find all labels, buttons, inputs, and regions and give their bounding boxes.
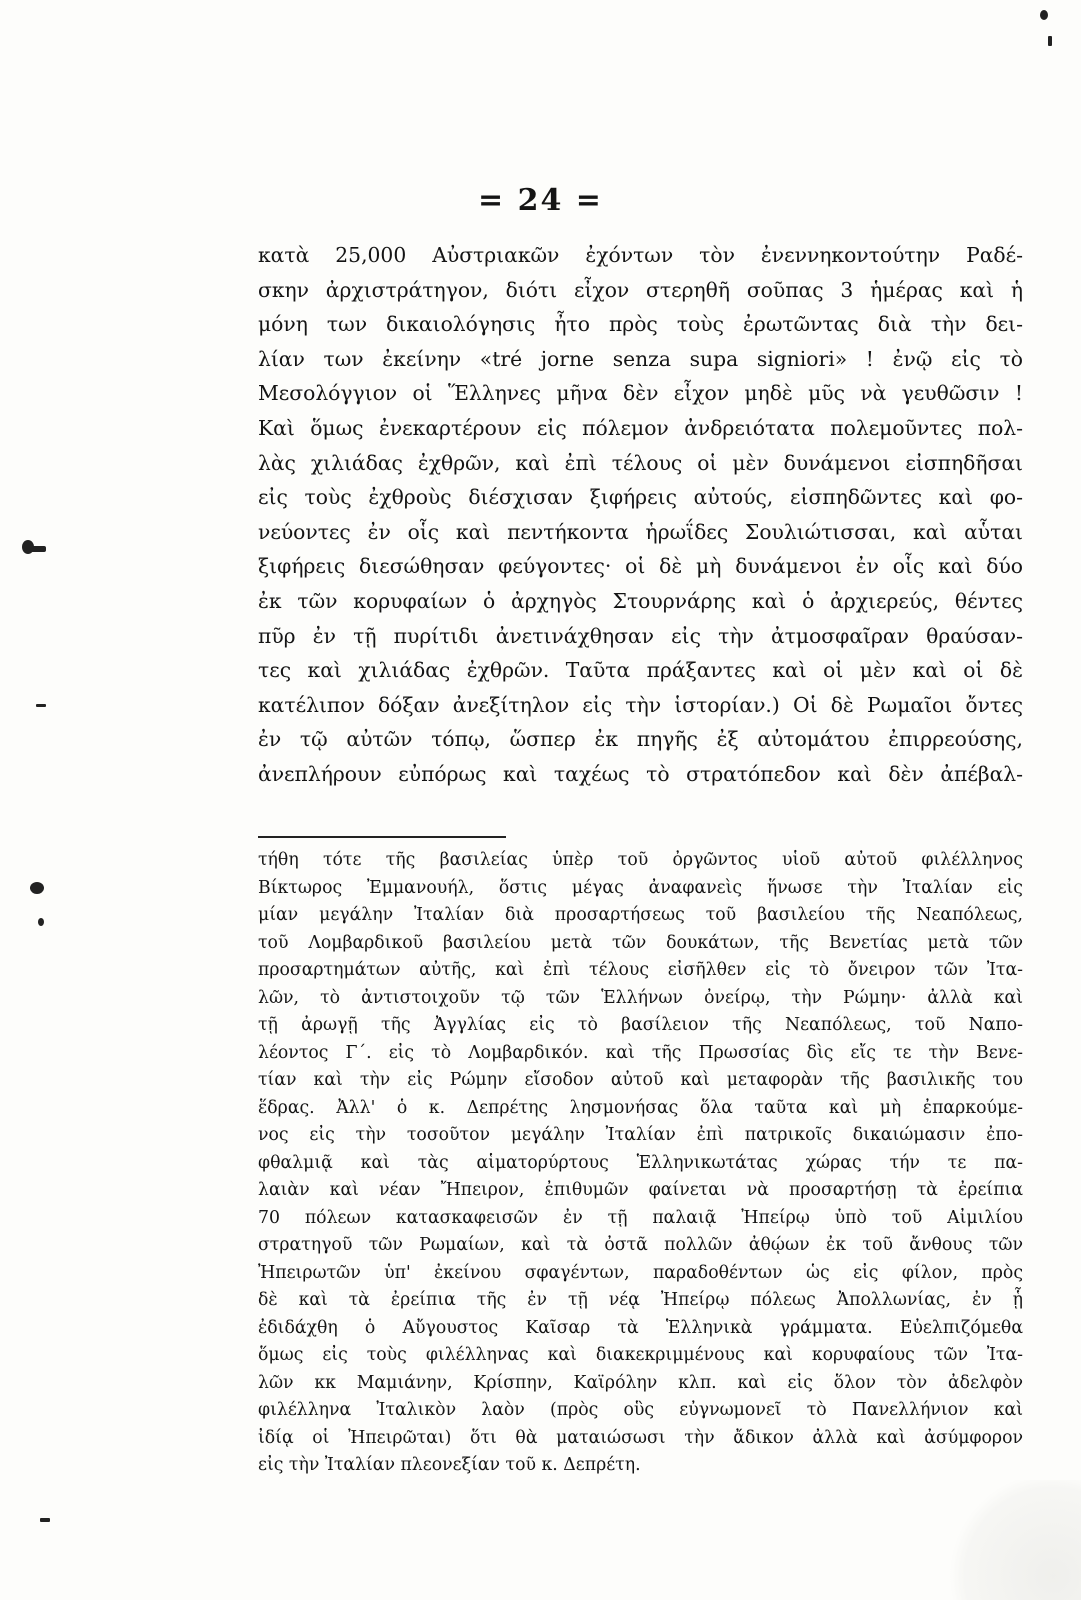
footnote-line: λῶν, τὸ ἀντιστοιχοῦν τῷ τῶν Ἑλλήνων ὀνείρῳ, τὴν Ρώμην· ἀλλὰ καὶ xyxy=(258,987,1023,1008)
footnote-line: νος εἰς τὴν τοσοῦτον μεγάλην Ἰταλίαν ἐπὶ πατρικοῖς δικαιώμασιν ἐπο- xyxy=(258,1125,1023,1145)
footnote-line: ὅμως εἰς τοὺς φιλέλληνας καὶ διακεκριμμένους καὶ κορυφαίους τῶν Ἰτα- xyxy=(258,1345,1023,1365)
text-line: λὰς χιλιάδας ἐχθρῶν, καὶ ἐπὶ τέλους οἱ μὲν δυνάμενοι εἰσπηδῆσαι xyxy=(258,450,1023,475)
footnote-line: στρατηγοῦ τῶν Ρωμαίων, καὶ τὰ ὀστᾶ πολλῶν ἀθῴων ἐκ τοῦ ἄνθους τῶν xyxy=(258,1235,1023,1255)
footnote-line: τοῦ Λομβαρδικοῦ βασιλείου μετὰ τῶν δουκάτων, τῆς Βενετίας μετὰ τῶν xyxy=(258,932,1023,953)
footnote-line: τήθη τότε τῆς βασιλείας ὑπὲρ τοῦ ὀργῶντος υἱοῦ αὐτοῦ φιλέλληνος xyxy=(258,850,1023,870)
text-line: ξιφήρεις διεσώθησαν φεύγοντες· οἱ δὲ μὴ δυνάμενοι ἐν οἷς καὶ δύο xyxy=(258,554,1023,579)
footnote-rule xyxy=(258,836,506,838)
footnote-line: μίαν μεγάλην Ἰταλίαν διὰ προσαρτήσεως τοῦ βασιλείου τῆς Νεαπόλεως, xyxy=(258,905,1023,925)
footnote-line: ἰδίᾳ οἱ Ἠπειρῶται) ὅτι θὰ ματαιώσωσι τὴν ἄδικον ἀλλὰ καὶ ἀσύμφορον xyxy=(258,1427,1023,1448)
text-line: τες καὶ χιλιάδας ἐχθρῶν. Ταῦτα πράξαντες καὶ οἱ μὲν καὶ οἱ δὲ xyxy=(258,658,1023,683)
text-line: πῦρ ἐν τῇ πυρίτιδι ἀνετινάχθησαν εἰς τὴν ἀτμοσφαῖραν θραύσαν- xyxy=(258,623,1023,648)
footnote-line: λέοντος Γ΄. εἰς τὸ Λομβαρδικόν. καὶ τῆς Πρωσσίας δὶς εἴς τε τὴν Βενε- xyxy=(258,1042,1023,1063)
scan-speck xyxy=(1048,36,1052,46)
footnote-line: Βίκτωρος Ἐμμανουήλ, ὅστις μέγας ἀναφανεὶς ἥνωσε τὴν Ἰταλίαν εἰς xyxy=(258,877,1023,898)
page-number: = 24 = xyxy=(478,183,603,218)
text-line: ἐκ τῶν κορυφαίων ὁ ἀρχηγὸς Στουρνάρης καὶ ὁ ἀρχιερεύς, θέντες xyxy=(258,588,1023,613)
scan-speck xyxy=(38,918,44,926)
footnote-block xyxy=(258,847,1023,1480)
text-line: Καὶ ὅμως ἐνεκαρτέρουν εἰς πόλεμον ἀνδρειότατα πολεμοῦντες πολ- xyxy=(258,415,1023,440)
footnote-line: τίαν καὶ τὴν εἰς Ρώμην εἴσοδον αὐτοῦ καὶ μεταφορὰν τῆς βασιλικῆς του xyxy=(258,1070,1023,1090)
scan-speck xyxy=(30,546,46,552)
footnote-line: λαιὰν καὶ νέαν Ἤπειρον, ἐπιθυμῶν φαίνεται νὰ προσαρτήσῃ τὰ ἐρείπια xyxy=(258,1180,1023,1200)
footnote-line: προσαρτημάτων αὐτῆς, καὶ ἐπὶ τέλους εἰσῆλθεν εἰς τὸ ὄνειρον τῶν Ἰτα- xyxy=(258,960,1023,980)
text-line: κατέλιπον δόξαν ἀνεξίτηλον εἰς τὴν ἱστορίαν.) Οἱ δὲ Ρωμαῖοι ὄντες xyxy=(258,692,1023,717)
scan-speck xyxy=(36,704,46,707)
footnote-line: φθαλμιᾷ καὶ τὰς αἱματορύρτους Ἑλληνικωτάτας χώρας τήν τε πα- xyxy=(258,1152,1023,1173)
text-line: εἰς τοὺς ἐχθροὺς διέσχισαν ξιφήρεις αὐτούς, εἰσπηδῶντες καὶ φο- xyxy=(258,485,1023,510)
faded-stamp xyxy=(941,1480,1081,1600)
footnote-line: τῇ ἀρωγῇ τῆς Ἀγγλίας εἰς τὸ βασίλειον τῆς Νεαπόλεως, τοῦ Ναπο- xyxy=(258,1015,1023,1035)
text-line: Μεσολόγγιον οἱ Ἕλληνες μῆνα δὲν εἶχον μηδὲ μῦς νὰ γευθῶσιν ! xyxy=(258,381,1023,406)
text-line: λίαν των ἐκείνην «tré jorne senza supa signiori» ! ἐνῷ εἰς τὸ xyxy=(258,346,1023,371)
text-line: σκην ἀρχιστράτηγον, διότι εἶχον στερηθῆ σοῦπας 3 ἡμέρας καὶ ἡ xyxy=(258,277,1023,302)
footnote-line: Ἠπειρωτῶν ὑπ' ἐκείνου σφαγέντων, παραδοθέντων ὡς εἰς φίλον, πρὸς xyxy=(258,1262,1023,1283)
main-text-block xyxy=(258,238,1023,792)
footnote-line: ἐδιδάχθη ὁ Αὔγουστος Καῖσαρ τὰ Ἑλληνικὰ γράμματα. Εὐελπιζόμεθα xyxy=(258,1317,1023,1338)
footnote-line: ἕδρας. Ἀλλ' ὁ κ. Δεπρέτης λησμονήσας ὅλα ταῦτα καὶ μὴ ἐπαρκούμε- xyxy=(258,1097,1023,1118)
scan-speck xyxy=(1040,10,1048,20)
text-line: ἀνεπλήρουν εὐπόρως καὶ ταχέως τὸ στρατόπεδον καὶ δὲν ἀπέβαλ- xyxy=(258,761,1023,786)
text-line: νεύοντες ἐν οἷς καὶ πεντήκοντα ἡρωΐδες Σουλιώτισσαι, καὶ αὗται xyxy=(258,519,1023,544)
footnote-line: 70 πόλεων κατασκαφεισῶν ἐν τῇ παλαιᾷ Ἠπείρῳ ὑπὸ τοῦ Αἰμιλίου xyxy=(258,1207,1023,1228)
footnote-line: δὲ καὶ τὰ ἐρείπια τῆς ἐν τῇ νέᾳ Ἠπείρῳ πόλεως Ἀπολλωνίας, ἐν ᾗ xyxy=(258,1290,1023,1310)
text-line: ἐν τῷ αὐτῶν τόπῳ, ὥσπερ ἐκ πηγῆς ἐξ αὐτομάτου ἐπιρρεούσης, xyxy=(258,727,1023,752)
text-line: κατὰ 25,000 Αὐστριακῶν ἐχόντων τὸν ἐνεννηκοντούτην Ραδέ- xyxy=(258,243,1023,267)
scan-speck xyxy=(40,1518,50,1522)
scan-speck xyxy=(30,882,44,894)
text-line: μόνη των δικαιολόγησις ἦτο πρὸς τοὺς ἐρωτῶντας διὰ τὴν δει- xyxy=(258,312,1023,337)
footnote-line: λῶν κκ Μαμιάνην, Κρίσπην, Καϊρόλην κλπ. καὶ εἰς ὅλον τὸν ἀδελφὸν xyxy=(258,1372,1023,1393)
footnote-line: εἰς τὴν Ἰταλίαν πλεονεξίαν τοῦ κ. Δεπρέτη. xyxy=(258,1455,641,1475)
footnote-line: φιλέλληνα Ἰταλικὸν λαὸν (πρὸς οὓς εὐγνωμονεῖ τὸ Πανελλήνιον καὶ xyxy=(258,1400,1023,1420)
